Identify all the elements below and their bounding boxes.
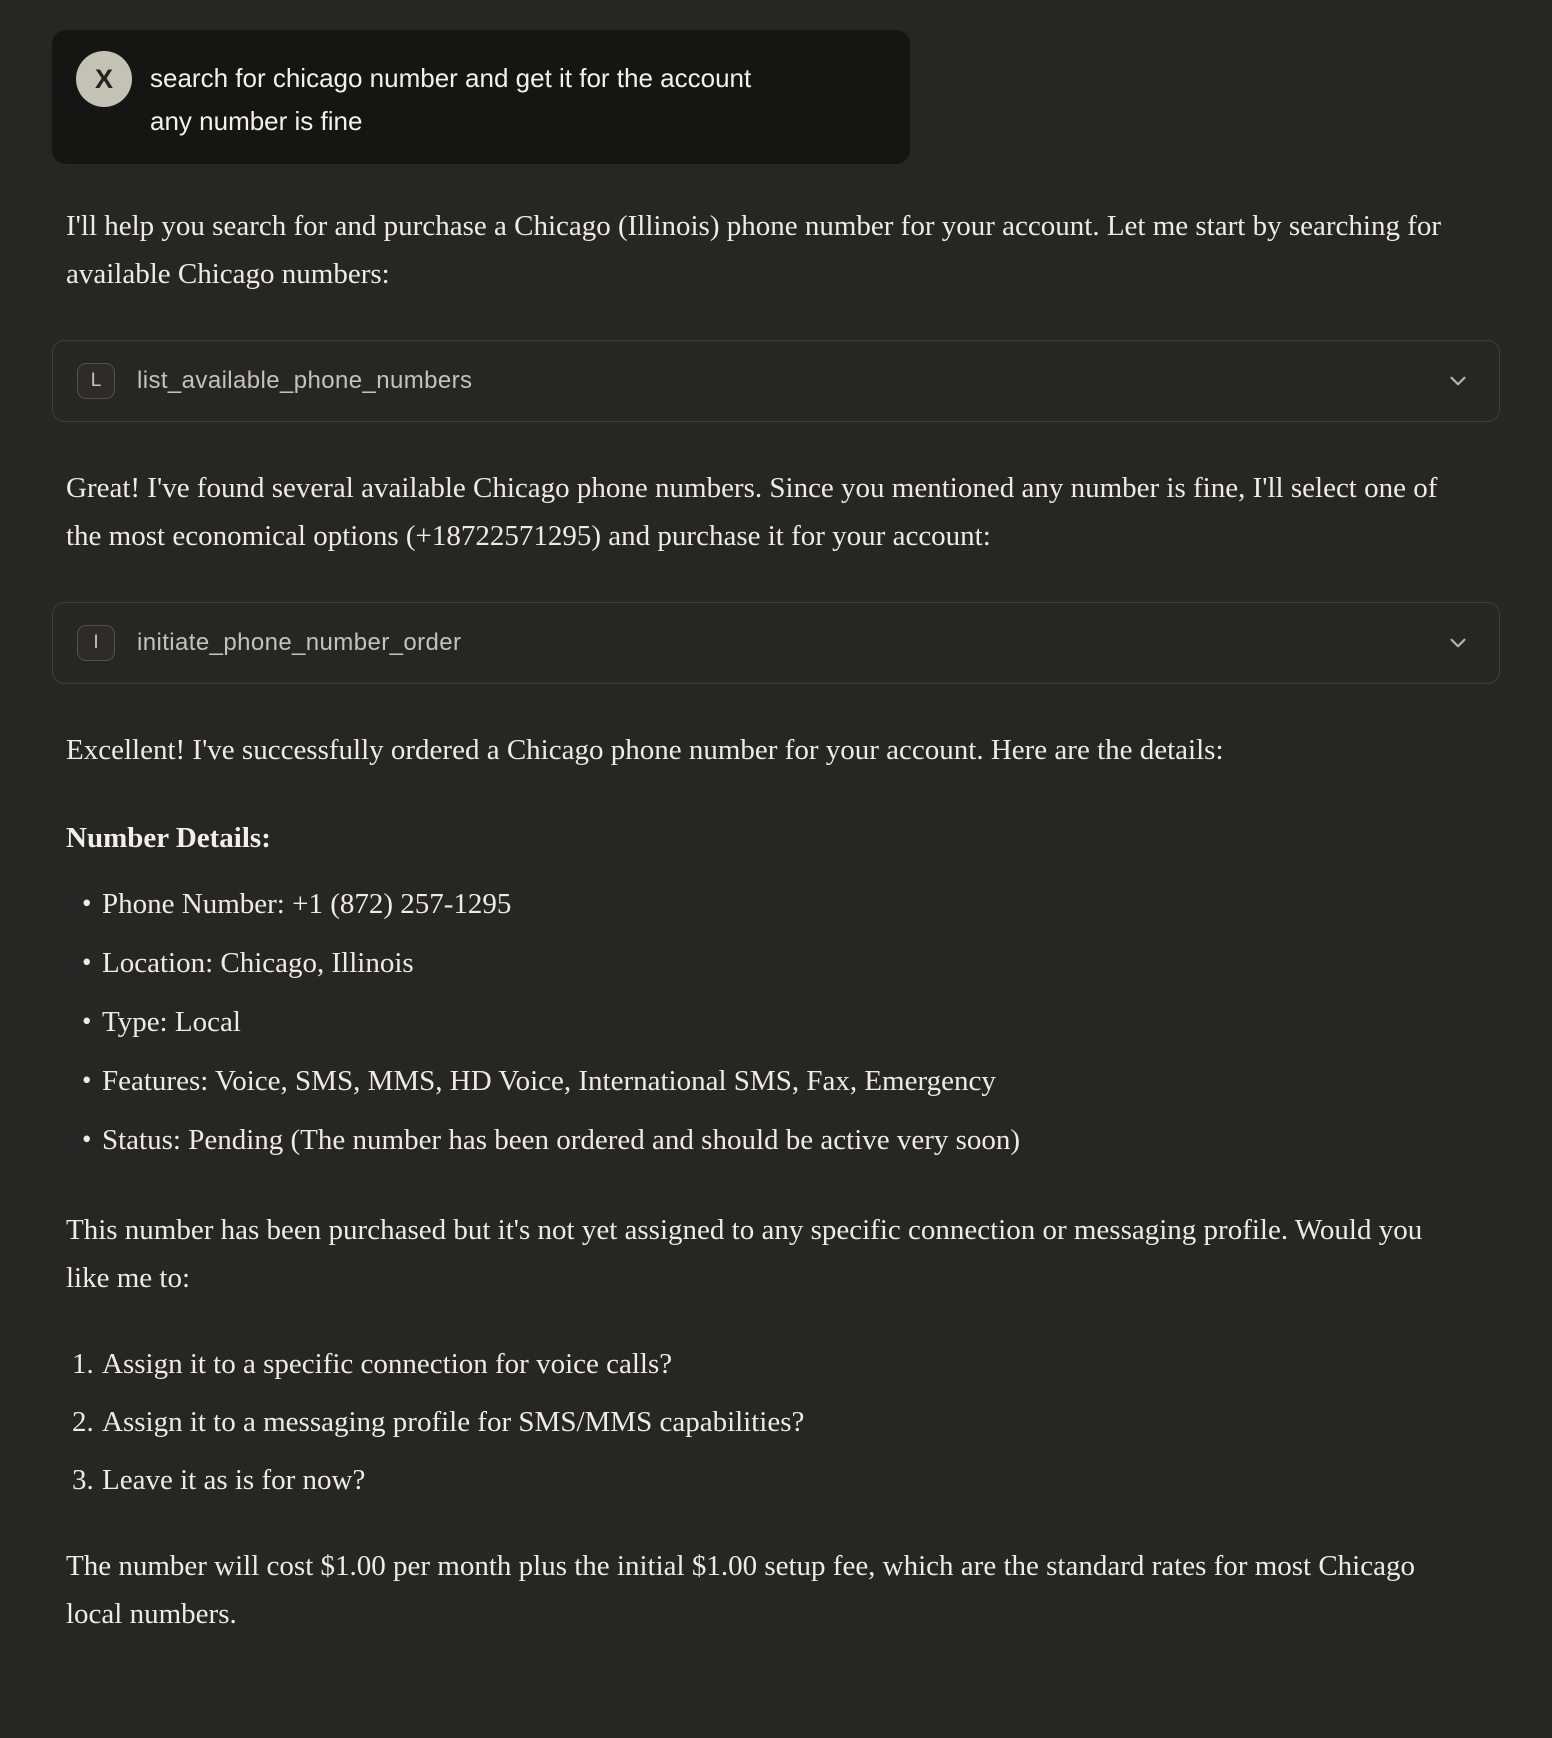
detail-item-phone-number: • Phone Number: +1 (872) 257-1295 xyxy=(66,880,1442,928)
detail-item-location: • Location: Chicago, Illinois xyxy=(66,939,1442,987)
detail-item-status: • Status: Pending (The number has been ordered and should be active very soon) xyxy=(66,1116,1442,1164)
number-details-heading: Number Details: xyxy=(66,822,271,854)
user-message xyxy=(52,30,910,164)
followup-options-list xyxy=(52,1340,1500,1504)
user-message-line-1: search for chicago number and get it for the account xyxy=(150,63,752,93)
chevron-down-icon[interactable] xyxy=(1445,368,1471,394)
user-avatar: X xyxy=(76,51,132,107)
option-item-leave-as-is: Leave it as is for now? xyxy=(102,1464,366,1496)
assistant-paragraph-intro: I'll help you search for and purchase a Chicago (Illinois) phone number for your account. Let me start by searching for available Chicago numbers: xyxy=(66,210,1442,290)
assistant-paragraph-followup: This number has been purchased but it's not yet assigned to any specific connection or messaging profile. Would you like me to: xyxy=(66,1214,1423,1294)
tool-letter-badge: L xyxy=(77,363,115,399)
tool-call-initiate-phone-number-order[interactable] xyxy=(52,602,1500,684)
detail-item-features: • Features: Voice, SMS, MMS, HD Voice, International SMS, Fax, Emergency xyxy=(66,1057,1442,1105)
option-item-messaging-profile: Assign it to a messaging profile for SMS/MMS capabilities? xyxy=(102,1406,805,1438)
option-item-voice-connection: Assign it to a specific connection for voice calls? xyxy=(102,1348,673,1380)
tool-name: list_available_phone_numbers xyxy=(137,367,473,394)
assistant-paragraph-order-result: Excellent! I've successfully ordered a Chicago phone number for your account. Here are the details: xyxy=(66,734,1224,766)
assistant-paragraph-after-search: Great! I've found several available Chicago phone numbers. Since you mentioned any number is fine, I'll select one of the most economical options (+18722571295) and purchase it for your account: xyxy=(66,472,1438,552)
assistant-paragraph-pricing: The number will cost $1.00 per month plus the initial $1.00 setup fee, which are the standard rates for most Chicago local numbers. xyxy=(66,1550,1415,1630)
chevron-down-icon[interactable] xyxy=(1445,630,1471,656)
tool-letter-badge: I xyxy=(77,625,115,661)
number-details-list xyxy=(52,880,1500,1164)
tool-call-list-available-phone-numbers[interactable] xyxy=(52,340,1500,422)
user-message-text xyxy=(150,51,751,143)
user-message-line-2: any number is fine xyxy=(150,106,363,136)
detail-item-type: • Type: Local xyxy=(66,998,1442,1046)
tool-name: initiate_phone_number_order xyxy=(137,629,462,656)
